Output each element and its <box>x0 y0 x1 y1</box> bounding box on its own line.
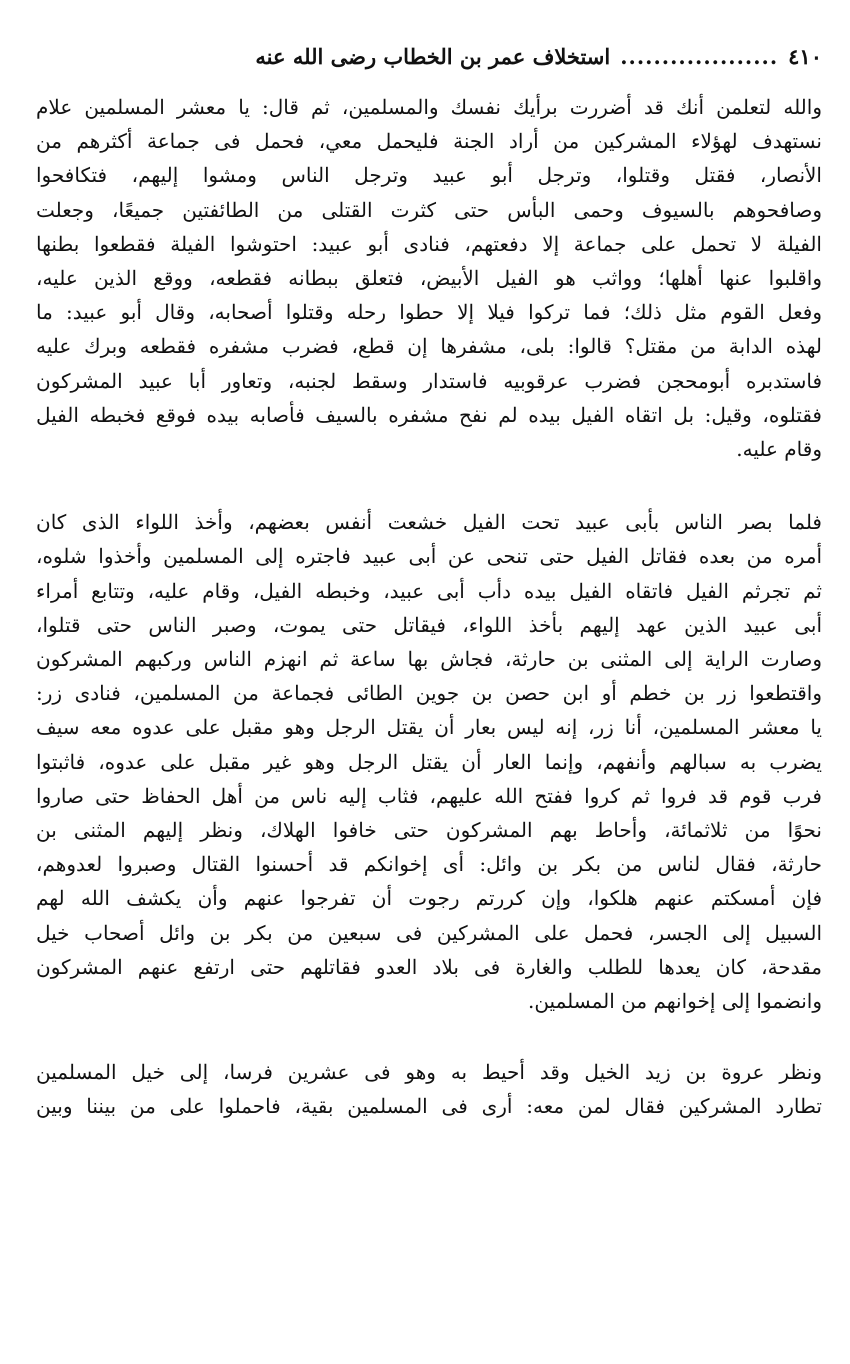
text-line: أمره من بعده فقاتل الفيل حتى تنحى عن أبى عبيد فاجتره إلى المسلمين وأخذوا شلوه، <box>36 544 822 569</box>
text-line: يضرب به سبالهم وأنفهم، وإنما العار أن يقتل الرجل وهو غير مقبل على عدوه، فاثبتوا <box>36 749 822 774</box>
text-line: وصارت الراية إلى المثنى بن حارثة، فجاش بها ساعة ثم انهزم الناس وركبهم المشركون <box>36 647 822 672</box>
paragraph-spacer <box>36 466 822 505</box>
text-line: وصافحوهم بالسيوف وحمى البأس حتى كثرت القتلى من الطائفتين جميعًا، وجعلت <box>36 197 822 222</box>
book-page <box>36 44 822 1124</box>
text-line: نستهدف لهؤلاء المشركين من أراد الجنة فليحمل معي، فحمل فى جماعة أكثرهم من <box>36 129 822 154</box>
text-line: وفعل القوم مثل ذلك؛ فما تركوا فيلا إلا حطوا رحله وقتلوا أصحابه، وقال أبو عبيد: ما <box>36 300 822 325</box>
text-line: لهذه الدابة من مقتل؟ قالوا: بلى، مشفرها إن قطع، فضرب مشفره فقطعه وبرك عليه <box>36 334 822 359</box>
text-line: السبيل إلى الجسر، فحمل على المشركين فى سبعين من بكر بن وائل أصحاب خيل <box>36 920 822 945</box>
text-line: وانضموا إلى إخوانهم من المسلمين. <box>527 989 822 1014</box>
text-line: نحوًا من ثلاثمائة، وأحاط بهم المشركون حتى خافوا الهلاك، ونظر إليهم المثنى بن <box>36 818 822 843</box>
text-line: فقتلوه، وقيل: بل اتقاه الفيل بيده لم نفح مشفره بالسيف فأصابه بيده فوقع فخبطه الفيل <box>36 402 822 427</box>
paragraph-spacer <box>36 1018 822 1055</box>
text-line: الفيلة لا تحمل على جماعة إلا دفعتهم، فنادى أبو عبيد: احتوشوا الفيلة فقطعوا بطنها <box>36 231 822 256</box>
text-line: وقام عليه. <box>736 437 822 462</box>
header-leader-dots: ................... <box>620 44 779 69</box>
text-line: فلما بصر الناس بأبى عبيد تحت الفيل خشعت أنفس بعضهم، وأخذ اللواء الذى كان <box>36 510 822 535</box>
text-line: تطارد المشركين فقال لمن معه: أرى فى المسلمين بقية، فاحملوا على من بيننا وبين <box>36 1094 822 1119</box>
text-line: يا معشر المسلمين، أنا زر، إنه ليس بعار أن يقتل الرجل وهو مقبل على عدوه معه سيف <box>36 715 822 740</box>
text-line: ثم تجرثم الفيل فاتقاه الفيل بيده دأب أبى عبيد، وخبطه الفيل، وقام عليه، وتتابع أمراء <box>36 578 822 603</box>
text-line: ونظر عروة بن زيد الخيل وقد أحيط به وهو فى عشرين فرسا، إلى خيل المسلمين <box>36 1060 822 1085</box>
chapter-title: استخلاف عمر بن الخطاب رضى الله عنه <box>255 44 611 69</box>
text-line: واقتطعوا زر بن خطم أو ابن حصن بن جوين الطائى فجماعة من المسلمين، فنادى زر: <box>36 681 822 706</box>
text-line: والله لتعلمن أنك قد أضررت برأيك نفسك والمسلمين، ثم قال: يا معشر المسلمين علام <box>36 95 822 119</box>
text-line: أبى عبيد الذين عهد إليهم بأخذ اللواء، فيقاتل حتى يموت، وصبر الناس حتى قتلوا، <box>36 612 822 637</box>
paragraph-1 <box>36 90 822 466</box>
text-line: حارثة، فقال لناس من بكر بن وائل: أى إخوانكم قد أحسنوا القتال وصبروا لعدوهم، <box>36 852 822 877</box>
text-line: مقدحة، كان يعدها للطلب والغارة فى بلاد العدو فقاتلهم حتى ارتفع عنهم المشركون <box>36 954 822 979</box>
text-line: فرب قوم قد فروا ثم كروا ففتح الله عليهم، فثاب إليه ناس من أهل الحفاظ حتى صاروا <box>36 783 822 808</box>
text-line: واقلبوا عنها أهلها؛ وواثب هو الفيل الأبيض، فتعلق ببطانه فقطعه، ووقع الذين عليه، <box>36 266 822 291</box>
page-number: ٤١٠ <box>788 44 822 69</box>
running-header <box>36 44 822 90</box>
paragraph-2 <box>36 505 822 1018</box>
text-line: الأنصار، فقتل وقتلوا، وترجل أبو عبيد وترجل الناس ومشوا إليهم، فتكافحوا <box>36 163 822 188</box>
text-line: فاستدبره أبومحجن فضرب عرقوبيه فاستدار وسقط لجنبه، وتعاور أبا عبيد المشركون <box>36 368 822 393</box>
text-line: فإن أمسكتم عنهم هلكوا، وإن كررتم رجوت أن تفرجوا عنهم وأن يكشف الله لهم <box>36 886 822 911</box>
paragraph-3 <box>36 1055 822 1123</box>
